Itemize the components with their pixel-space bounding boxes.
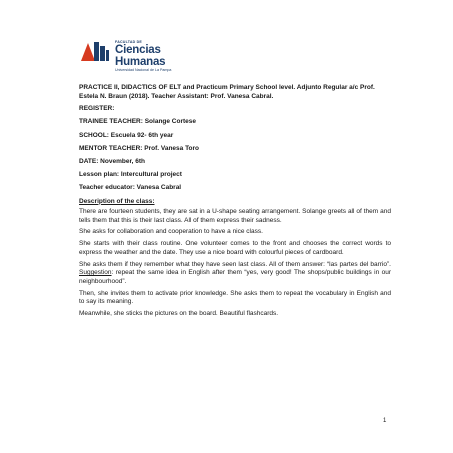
section-heading: Description of the class: bbox=[79, 197, 155, 205]
paragraph: Meanwhile, she sticks the pictures on the board. Beautiful flashcards. bbox=[79, 309, 279, 317]
faculty-logo bbox=[79, 40, 209, 72]
meta-mentor-teacher: MENTOR TEACHER: Prof. Vanesa Toro bbox=[79, 144, 200, 152]
page-number: 1 bbox=[383, 418, 387, 424]
suggestion-label: Suggestion bbox=[79, 269, 112, 277]
faculty-emblem-icon bbox=[79, 40, 109, 62]
logo-main: Ciencias Humanas bbox=[115, 44, 166, 68]
meta-school: SCHOOL: Escuela 92- 6th year bbox=[79, 131, 174, 139]
meta-teacher-educator: Teacher educator: Vanesa Cabral bbox=[79, 184, 182, 192]
logo-sub: Universidad Nacional de La Pampa bbox=[115, 68, 172, 72]
meta-lesson-plan: Lesson plan: Intercultural project bbox=[79, 171, 182, 179]
paragraph-text: : repeat the same idea in English after them “yes, very good! The shops/public buildings in our neighbourhood”. bbox=[79, 269, 391, 285]
paragraph-text: She asks them if they remember what they have seen last class. All of them answer: “las partes del barrio”. bbox=[79, 260, 391, 268]
paragraph: She asks for collaboration and cooperation to have a nice class. bbox=[79, 228, 263, 236]
paragraph: She starts with their class routine. One volunteer comes to the front and chooses the correct words to express the weather and the date. They use a nice board with colourful pieces of cardboard. bbox=[79, 240, 391, 256]
document-body bbox=[79, 84, 391, 322]
paragraph bbox=[79, 261, 391, 287]
logo-pre: FACULTAD DE bbox=[115, 40, 143, 44]
meta-register: REGISTER: bbox=[79, 105, 115, 113]
meta-trainee-teacher: TRAINEE TEACHER: Solange Cortese bbox=[79, 118, 197, 126]
paragraph: There are fourteen students, they are sat in a U-shape seating arrangement. Solange greets all of them and tells them that this is their last class. All of them express their sadness. bbox=[79, 208, 391, 224]
paragraph: Then, she invites them to activate prior knowledge. She asks them to repeat the vocabulary in English and to say its meaning. bbox=[79, 289, 391, 306]
document-title: PRACTICE II, DIDACTICS OF ELT and Practicum Primary School level. Adjunto Regular a/c Prof. Estela N. Braun (2018). Teacher Assistant: Prof. Vanesa Cabral. bbox=[79, 84, 375, 100]
logo-wordmark bbox=[115, 40, 209, 72]
meta-date: DATE: November, 6th bbox=[79, 157, 145, 165]
